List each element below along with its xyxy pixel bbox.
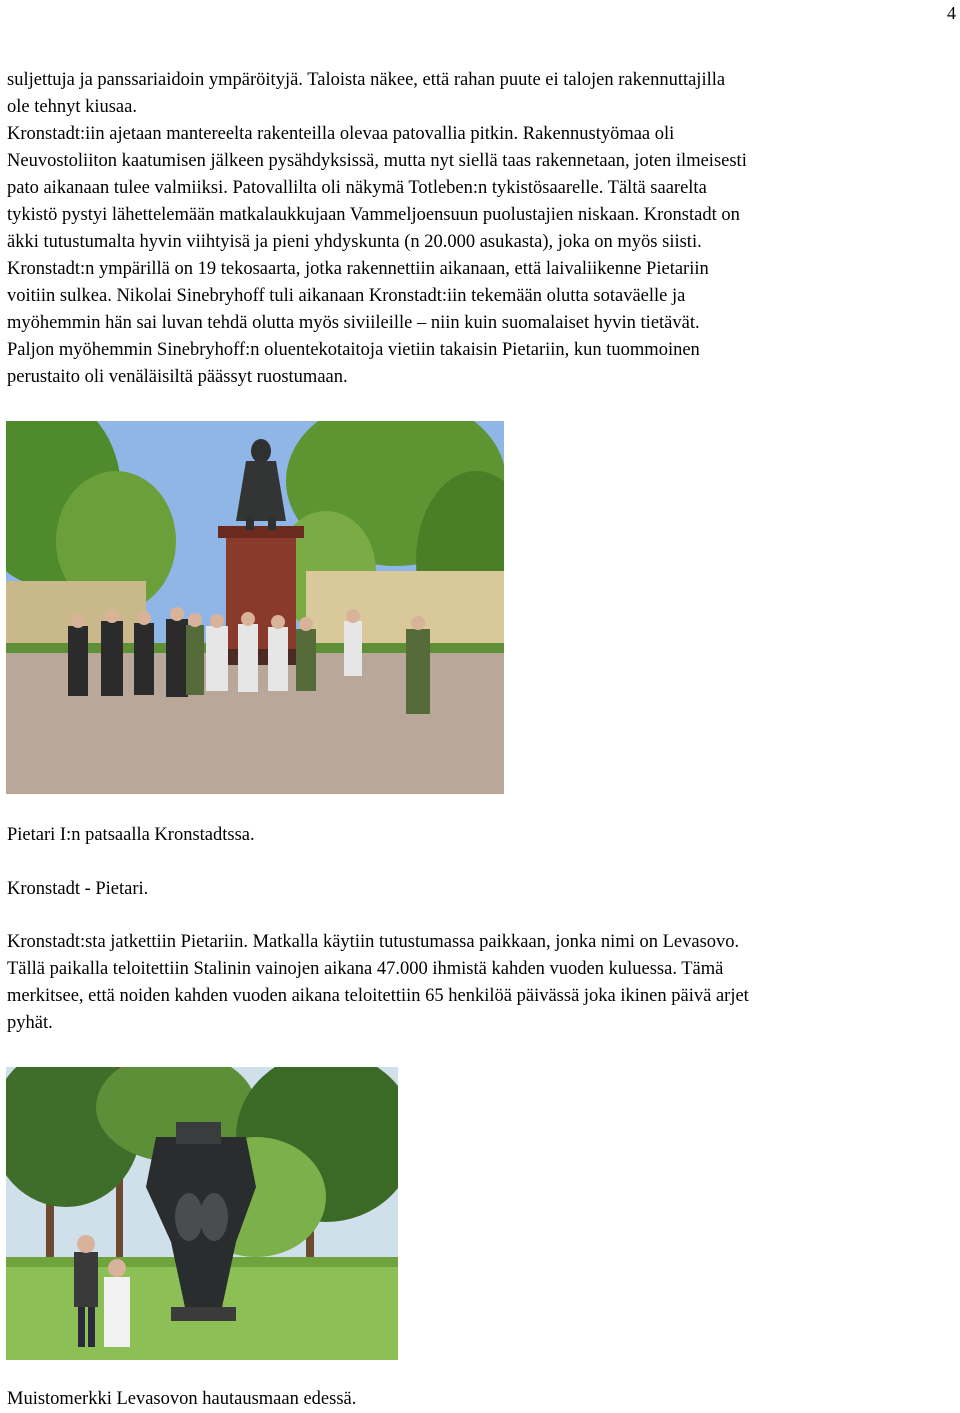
section-heading-kronstadt-pietari bbox=[7, 876, 959, 903]
caption-text: Muistomerkki Levasovon hautausmaan edessä. bbox=[7, 1389, 357, 1409]
text-line: tykistö pystyi lähettelemään matkalaukkujaan Vammeljoensuun puolustajien niskaan. Kronstadt on bbox=[7, 205, 740, 225]
heading-text: Kronstadt - Pietari. bbox=[7, 879, 149, 899]
text-line: voitiin sulkea. Nikolai Sinebryhoff tuli aikanaan Kronstadt:iin tekemään olutta sotaväelle ja bbox=[7, 286, 686, 306]
caption-text: Pietari I:n patsaalla Kronstadtssa. bbox=[7, 825, 255, 845]
photo-peter-statue-group bbox=[6, 421, 504, 794]
photo-caption-statue bbox=[7, 822, 959, 849]
text-line: ole tehnyt kiusaa. bbox=[7, 97, 137, 117]
text-line: myöhemmin hän sai luvan tehdä olutta myös siviileille – niin kuin suomalaiset hyvin tietävät. bbox=[7, 313, 700, 333]
text-line: Paljon myöhemmin Sinebryhoff:n oluentekotaitoja vietiin takaisin Pietariin, kun tuommoinen bbox=[7, 340, 700, 360]
photo-caption-memorial bbox=[7, 1386, 959, 1413]
text-line: Kronstadt:n ympärillä on 19 tekosaarta, jotka rakennettiin aikanaan, että laivaliikenne Pietariin bbox=[7, 259, 709, 279]
text-line: Kronstadt:sta jatkettiin Pietariin. Matkalla käytiin tutustumassa paikkaan, jonka nimi on Levasovo. bbox=[7, 932, 740, 952]
text-line: suljettuja ja panssariaidoin ympäröityjä. Taloista näkee, että rahan puute ei talojen rakennuttajilla bbox=[7, 70, 726, 90]
text-line: äkki tutustumalta hyvin viihtyisä ja pieni yhdyskunta (n 20.000 asukasta), joka on myös siisti. bbox=[7, 232, 702, 252]
text-line: Neuvostoliiton kaatumisen jälkeen pysähdyksissä, mutta nyt siellä taas rakennetaan, joten ilmeisesti bbox=[7, 151, 747, 171]
body-paragraph-levasovo bbox=[7, 929, 959, 1037]
text-line: pato aikanaan tulee valmiiksi. Patovallilta oli näkymä Totleben:n tykistösaarelle. Tältä saarelta bbox=[7, 178, 707, 198]
text-line: Kronstadt:iin ajetaan mantereelta rakenteilla olevaa patovallia pitkin. Rakennustyömaa oli bbox=[7, 124, 675, 144]
body-paragraph-kronstadt bbox=[7, 67, 959, 391]
text-line: Tällä paikalla teloitettiin Stalinin vainojen aikana 47.000 ihmistä kahden vuoden kuluessa. Tämä bbox=[7, 959, 724, 979]
page-number: 4 bbox=[947, 3, 956, 23]
text-line: perustaito oli venäläisiltä päässyt ruostumaan. bbox=[7, 367, 348, 387]
text-line: merkitsee, että noiden kahden vuoden aikana teloitettiin 65 henkilöä päivässä joka ikinen päivä arjet bbox=[7, 986, 749, 1006]
photo-levasovo-memorial bbox=[6, 1067, 398, 1360]
text-line: pyhät. bbox=[7, 1013, 53, 1033]
